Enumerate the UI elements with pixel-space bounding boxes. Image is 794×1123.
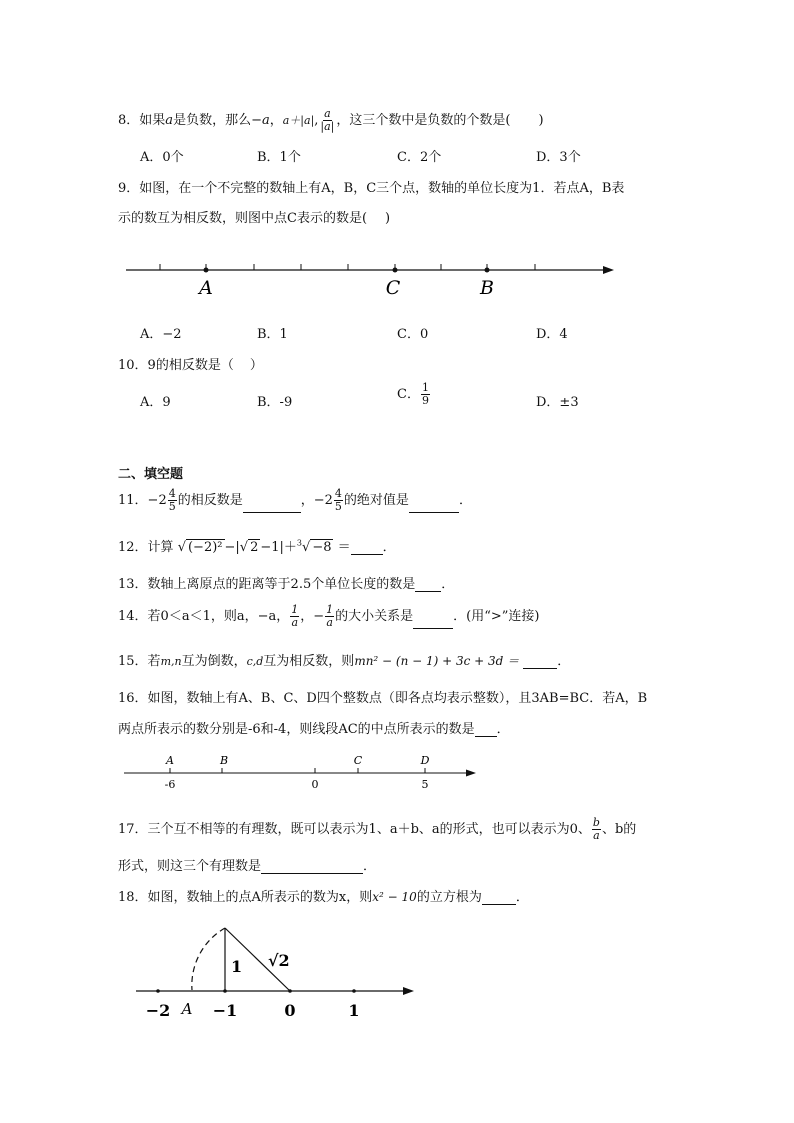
q9-point-a xyxy=(204,268,209,273)
question-10 xyxy=(118,354,263,373)
q15-mn: m,n xyxy=(160,655,182,668)
question-13 xyxy=(118,573,454,592)
q11-answer-blank-2[interactable] xyxy=(409,499,459,513)
q11-frac-den-2: 5 xyxy=(334,500,342,513)
q8-text-b: 是负数，那么 xyxy=(173,113,252,128)
q10-option-c-fraction xyxy=(421,382,430,407)
q12-sqrt-expr: (−2)² xyxy=(187,540,223,555)
q13-answer-blank[interactable] xyxy=(415,578,441,592)
q14-f2-den: a xyxy=(326,616,333,629)
q16-text-line1: 如图，数轴上有A、B、C、D四个整数点（即各点均表示整数），且3AB=BC．若A，B xyxy=(147,691,648,706)
q18-answer-blank[interactable] xyxy=(482,891,516,905)
q14-number: 14． xyxy=(118,609,148,624)
q9-point-c xyxy=(393,268,398,273)
q11-neg: −2 xyxy=(147,493,167,508)
q17-text-line2: 形式，则这三个有理数是 xyxy=(118,859,262,874)
q12-equals: ＝ xyxy=(333,540,351,555)
q14-f2-num: 1 xyxy=(326,603,334,616)
q9-number-line xyxy=(120,255,620,303)
q18-number: 18． xyxy=(118,890,148,905)
q8-expr1: −a xyxy=(251,113,270,128)
question-18 xyxy=(118,886,529,905)
q18-side-label: 1 xyxy=(231,957,243,976)
q10-option-c[interactable] xyxy=(397,382,431,407)
q13-text: 数轴上离原点的距离等于2.5个单位长度的数是 xyxy=(147,577,416,592)
q14-text1: 若0＜a＜1，则a，−a， xyxy=(147,609,290,624)
q11-text2: ， xyxy=(300,493,314,508)
q11-frac-den: 5 xyxy=(168,500,176,513)
q12-answer-blank[interactable] xyxy=(351,541,383,555)
q12-cube-index: 3 xyxy=(296,538,303,548)
q11-text1: 的相反数是 xyxy=(177,493,243,508)
q14-fraction-2 xyxy=(325,604,334,629)
section-title: 二、填空题 xyxy=(118,467,184,482)
q11-number: 11． xyxy=(118,493,148,508)
q18-dashed-arc xyxy=(192,928,225,990)
q14-text2: 的大小关系是 xyxy=(335,609,414,624)
q9-label-c: C xyxy=(385,277,401,299)
q15-expression: mn² − (n − 1) + 3c + 3d ＝ xyxy=(354,654,520,668)
question-9-line1 xyxy=(118,177,624,196)
q9-option-c[interactable]: C．0 xyxy=(397,327,429,342)
q16-label-c: C xyxy=(353,754,363,767)
q12-text: 计算 xyxy=(147,540,174,555)
q8-text: 如果 xyxy=(139,113,166,128)
q10-option-b[interactable]: B．-9 xyxy=(257,395,293,410)
q9-point-b xyxy=(485,268,490,273)
q11-fraction-1 xyxy=(168,488,177,513)
question-16-line1 xyxy=(118,687,647,706)
q10-frac-den: 9 xyxy=(421,394,429,407)
q14-answer-blank[interactable] xyxy=(413,615,453,629)
q17-fraction xyxy=(592,817,601,842)
q18-label-0: 0 xyxy=(284,1001,296,1020)
q10-frac-num: 1 xyxy=(421,381,429,394)
q8-text-c: ，这三个数中是负数的个数是( xyxy=(336,113,511,128)
q8-option-d[interactable]: D．3个 xyxy=(536,150,581,165)
q8-option-b[interactable]: B．1个 xyxy=(257,150,301,165)
q15-end: ． xyxy=(557,654,571,669)
question-16-line2 xyxy=(118,718,510,737)
q9-text-line1: 如图，在一个不完整的数轴上有A，B，C三个点，数轴的单位长度为1．若点A，B表 xyxy=(139,181,625,196)
q14-text3: ．(用“>”连接) xyxy=(453,609,540,624)
q15-number: 15． xyxy=(118,654,148,669)
q12-number: 12． xyxy=(118,540,148,555)
q10-close: ） xyxy=(249,358,263,373)
q15-answer-blank[interactable] xyxy=(523,655,557,669)
q14-fraction-1 xyxy=(290,604,299,629)
q18-text: 如图，数轴上的点A所表示的数为x，则 xyxy=(147,890,373,905)
q17-end: ． xyxy=(363,859,377,874)
q11-fraction-2 xyxy=(334,488,343,513)
q9-label-a: A xyxy=(199,277,213,299)
q9-label-b: B xyxy=(480,277,494,299)
q14-f1-num: 1 xyxy=(291,603,299,616)
q18-expression: x² − 10 xyxy=(372,890,417,904)
q8-option-c[interactable]: C．2个 xyxy=(397,150,442,165)
q16-number-line xyxy=(118,752,488,794)
q13-end: ． xyxy=(441,577,455,592)
q18-point-neg2 xyxy=(156,989,160,993)
q8-fraction xyxy=(319,108,335,133)
question-17-line1 xyxy=(118,817,636,842)
q10-option-a[interactable]: A．9 xyxy=(140,395,171,410)
q15-text2: 互为倒数， xyxy=(181,654,247,669)
q17-text-line1a: 三个互不相等的有理数，既可以表示为1、a＋b、a的形式，也可以表示为0、 xyxy=(147,822,591,837)
q17-text-line1b: 、b的 xyxy=(601,822,637,837)
q11-neg-2: −2 xyxy=(313,493,333,508)
q11-frac-num: 4 xyxy=(168,487,176,500)
q15-cd: c,d xyxy=(246,655,264,668)
q11-end: ． xyxy=(458,493,472,508)
q11-text3: 的绝对值是 xyxy=(343,493,409,508)
q9-option-b[interactable]: B．1 xyxy=(257,327,288,342)
q8-close: ) xyxy=(538,113,544,128)
q18-label-1: 1 xyxy=(348,1001,360,1020)
q16-number: 16． xyxy=(118,691,148,706)
q8-var-a: a xyxy=(165,113,174,128)
q14-f1-den: a xyxy=(291,616,299,629)
q17-answer-blank[interactable] xyxy=(261,860,363,874)
question-11 xyxy=(118,488,472,513)
q18-label-neg2: −2 xyxy=(145,1001,171,1020)
q18-label-a: A xyxy=(181,1000,193,1018)
q9-text-line2: 示的数互为相反数，则图中点C表示的数是( xyxy=(118,211,368,226)
q12-expr-b: −| xyxy=(224,540,240,555)
q9-number: 9． xyxy=(118,181,140,196)
q14-sep: ，− xyxy=(300,609,325,624)
q18-label-neg1: −1 xyxy=(212,1001,238,1020)
q16-answer-blank[interactable] xyxy=(475,723,497,737)
q12-end: ． xyxy=(382,540,396,555)
question-17-line2 xyxy=(118,855,376,874)
q17-frac-den: a xyxy=(593,829,600,842)
q16-tick-label-0: 0 xyxy=(311,778,319,791)
q18-hyp-label: √2 xyxy=(268,951,290,970)
q8-expr2: a＋|a| xyxy=(282,114,315,127)
q8-frac-den: |a| xyxy=(320,120,335,133)
q15-text3: 互为相反数，则 xyxy=(263,654,355,669)
q10-option-d[interactable]: D．±3 xyxy=(536,395,579,410)
question-8: 8．如果a是负数，那么−a，a＋|a|, $\frac{a}{|a|}$ ，这三个数中是负数的个数是( ) xyxy=(118,107,544,133)
q16-tick-label-5: 5 xyxy=(421,778,429,791)
q16-label-b: B xyxy=(219,754,229,767)
question-15 xyxy=(118,650,570,669)
q9-close: ) xyxy=(385,211,391,226)
q16-text-line2: 两点所表示的数分别是-6和-4，则线段AC的中点所表示的数是 xyxy=(118,722,475,737)
q8-number: 8． xyxy=(118,113,140,128)
question-9-line2 xyxy=(118,207,390,226)
q13-number: 13． xyxy=(118,577,148,592)
q16-label-a: A xyxy=(166,754,174,767)
q8-option-a[interactable]: A．0个 xyxy=(140,150,184,165)
q16-arrow xyxy=(466,770,476,777)
q16-label-d: D xyxy=(420,754,430,767)
q9-option-d[interactable]: D．4 xyxy=(536,327,568,342)
q11-answer-blank-1[interactable] xyxy=(243,499,301,513)
question-12: 12．计算 √ (−2)² −|√ 2 −1|＋$^3$√ −8 ＝ ． xyxy=(118,538,396,555)
question-14 xyxy=(118,604,540,629)
q9-ticks xyxy=(160,264,535,270)
q8-frac-num: a xyxy=(324,107,331,120)
q12-expr-d: −1|＋ xyxy=(260,540,297,555)
q18-text2: 的立方根为 xyxy=(416,890,482,905)
q12-cube-expr: −8 xyxy=(312,540,332,555)
q18-figure xyxy=(130,920,430,1028)
q9-arrow xyxy=(603,266,614,274)
q9-option-a[interactable]: A．−2 xyxy=(140,327,182,342)
q10-text: 9的相反数是（ xyxy=(147,358,234,373)
q18-end: ． xyxy=(515,890,529,905)
q16-tick-label-neg6: -6 xyxy=(164,778,176,791)
q18-arrow xyxy=(403,987,414,995)
q17-frac-num: b xyxy=(592,816,600,829)
q10-number: 10． xyxy=(118,358,148,373)
q12-sqrt2: 2 xyxy=(250,540,259,555)
q17-number: 17． xyxy=(118,822,148,837)
q10-option-c-label: C． xyxy=(397,387,420,402)
q15-text1: 若 xyxy=(147,654,161,669)
q11-frac-num-2: 4 xyxy=(334,487,342,500)
q16-end: ． xyxy=(496,722,510,737)
q18-point-1 xyxy=(352,989,356,993)
